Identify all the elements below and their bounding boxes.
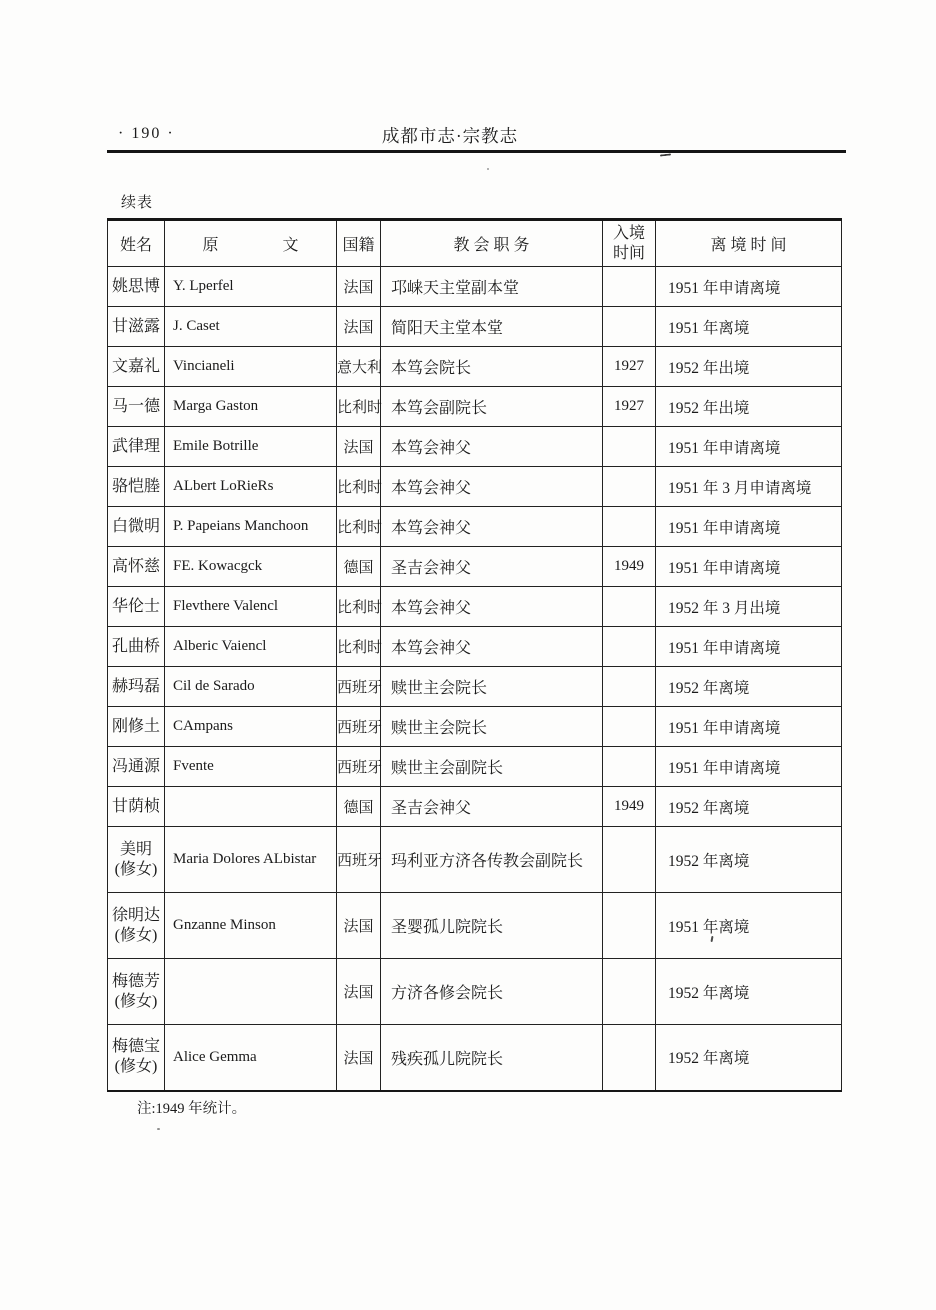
cell-departure-time: 1952 年离境 bbox=[656, 667, 842, 707]
cell-church-position: 本笃会神父 bbox=[381, 427, 603, 467]
cell-church-position: 简阳天主堂本堂 bbox=[381, 307, 603, 347]
cell-entry-time: 1927 bbox=[603, 387, 656, 427]
missionaries-table bbox=[107, 218, 842, 1092]
cell-nationality: 法国 bbox=[337, 893, 381, 959]
cell-name: 文嘉礼 bbox=[108, 347, 165, 387]
scan-artifact-speck bbox=[487, 168, 489, 170]
table-row bbox=[108, 667, 842, 707]
cell-departure-time: 1951 年申请离境 bbox=[656, 547, 842, 587]
cell-name: 梅德芳 (修女) bbox=[108, 959, 165, 1025]
cell-departure-time: 1951 年离境 bbox=[656, 307, 842, 347]
continued-table-label: 续表 bbox=[121, 195, 154, 211]
table-row bbox=[108, 827, 842, 893]
cell-entry-time bbox=[603, 707, 656, 747]
scan-artifact-speck bbox=[157, 1128, 160, 1130]
cell-name: 孔曲桥 bbox=[108, 627, 165, 667]
cell-departure-time: 1952 年出境 bbox=[656, 387, 842, 427]
cell-original-name: Flevthere Valencl bbox=[165, 587, 337, 627]
cell-church-position: 玛利亚方济各传教会副院长 bbox=[381, 827, 603, 893]
cell-departure-time: 1951 年申请离境 bbox=[656, 707, 842, 747]
table-row bbox=[108, 587, 842, 627]
cell-church-position: 残疾孤儿院院长 bbox=[381, 1025, 603, 1091]
header-name: 姓名 bbox=[108, 220, 165, 267]
cell-departure-time: 1951 年离境 bbox=[656, 893, 842, 959]
page-title: 成都市志·宗教志 bbox=[381, 126, 519, 146]
cell-departure-time: 1952 年离境 bbox=[656, 1025, 842, 1091]
cell-nationality: 法国 bbox=[337, 427, 381, 467]
cell-name: 高怀慈 bbox=[108, 547, 165, 587]
cell-departure-time: 1952 年出境 bbox=[656, 347, 842, 387]
cell-original-name: ALbert LoRieRs bbox=[165, 467, 337, 507]
header-rule bbox=[107, 150, 846, 153]
header-entry-line2: 时间 bbox=[612, 244, 645, 262]
table-row bbox=[108, 347, 842, 387]
cell-church-position: 圣吉会神父 bbox=[381, 547, 603, 587]
cell-nationality: 法国 bbox=[337, 959, 381, 1025]
cell-departure-time: 1951 年 3 月申请离境 bbox=[656, 467, 842, 507]
cell-entry-time bbox=[603, 1025, 656, 1091]
header-nationality: 国籍 bbox=[337, 220, 381, 267]
cell-original-name: Fvente bbox=[165, 747, 337, 787]
cell-name: 赫玛磊 bbox=[108, 667, 165, 707]
cell-original-name: Maria Dolores ALbistar bbox=[165, 827, 337, 893]
cell-entry-time bbox=[603, 667, 656, 707]
cell-nationality: 比利时 bbox=[337, 387, 381, 427]
cell-nationality: 比利时 bbox=[337, 507, 381, 547]
cell-name: 甘滋露 bbox=[108, 307, 165, 347]
cell-entry-time bbox=[603, 267, 656, 307]
cell-original-name: Gnzanne Minson bbox=[165, 893, 337, 959]
cell-church-position: 本笃会神父 bbox=[381, 627, 603, 667]
cell-departure-time: 1952 年离境 bbox=[656, 787, 842, 827]
cell-nationality: 比利时 bbox=[337, 467, 381, 507]
cell-name: 武律理 bbox=[108, 427, 165, 467]
page-number: · 190 · bbox=[118, 125, 175, 142]
cell-name: 徐明达 (修女) bbox=[108, 893, 165, 959]
table-row bbox=[108, 747, 842, 787]
cell-nationality: 意大利 bbox=[337, 347, 381, 387]
cell-original-name: Emile Botrille bbox=[165, 427, 337, 467]
cell-name: 马一德 bbox=[108, 387, 165, 427]
table-row bbox=[108, 547, 842, 587]
table-row bbox=[108, 627, 842, 667]
cell-church-position: 邛崃天主堂副本堂 bbox=[381, 267, 603, 307]
cell-entry-time bbox=[603, 747, 656, 787]
header-departure-time: 离 境 时 间 bbox=[656, 220, 842, 267]
cell-original-name bbox=[165, 959, 337, 1025]
cell-nationality: 西班牙 bbox=[337, 827, 381, 893]
cell-church-position: 本笃会副院长 bbox=[381, 387, 603, 427]
cell-nationality: 德国 bbox=[337, 787, 381, 827]
cell-nationality: 西班牙 bbox=[337, 707, 381, 747]
cell-entry-time bbox=[603, 893, 656, 959]
table-row bbox=[108, 267, 842, 307]
cell-departure-time: 1951 年申请离境 bbox=[656, 747, 842, 787]
cell-nationality: 法国 bbox=[337, 267, 381, 307]
cell-name: 姚思博 bbox=[108, 267, 165, 307]
cell-church-position: 赎世主会院长 bbox=[381, 667, 603, 707]
cell-original-name: J. Caset bbox=[165, 307, 337, 347]
table-row bbox=[108, 707, 842, 747]
scan-artifact-tilde bbox=[660, 153, 671, 156]
table-body bbox=[108, 267, 842, 1091]
cell-church-position: 圣吉会神父 bbox=[381, 787, 603, 827]
cell-nationality: 西班牙 bbox=[337, 667, 381, 707]
cell-original-name: Y. Lperfel bbox=[165, 267, 337, 307]
cell-original-name: FE. Kowacgck bbox=[165, 547, 337, 587]
cell-departure-time: 1952 年 3 月出境 bbox=[656, 587, 842, 627]
table-header bbox=[108, 220, 842, 267]
cell-name: 梅德宝 (修女) bbox=[108, 1025, 165, 1091]
table-row bbox=[108, 507, 842, 547]
table-row bbox=[108, 959, 842, 1025]
table-row bbox=[108, 1025, 842, 1091]
cell-church-position: 本笃会神父 bbox=[381, 587, 603, 627]
cell-original-name: Alberic Vaiencl bbox=[165, 627, 337, 667]
cell-church-position: 本笃会院长 bbox=[381, 347, 603, 387]
cell-departure-time: 1951 年申请离境 bbox=[656, 627, 842, 667]
cell-entry-time: 1949 bbox=[603, 787, 656, 827]
cell-entry-time bbox=[603, 827, 656, 893]
cell-departure-time: 1952 年离境 bbox=[656, 959, 842, 1025]
cell-departure-time: 1951 年申请离境 bbox=[656, 507, 842, 547]
cell-nationality: 法国 bbox=[337, 307, 381, 347]
cell-departure-time: 1952 年离境 bbox=[656, 827, 842, 893]
cell-church-position: 圣婴孤儿院院长 bbox=[381, 893, 603, 959]
cell-name: 美明 (修女) bbox=[108, 827, 165, 893]
header-original-name: 原 文 bbox=[165, 220, 337, 267]
cell-original-name: Cil de Sarado bbox=[165, 667, 337, 707]
header-church-position: 教 会 职 务 bbox=[381, 220, 603, 267]
cell-entry-time bbox=[603, 587, 656, 627]
cell-nationality: 比利时 bbox=[337, 627, 381, 667]
cell-entry-time bbox=[603, 427, 656, 467]
cell-church-position: 赎世主会院长 bbox=[381, 707, 603, 747]
cell-nationality: 比利时 bbox=[337, 587, 381, 627]
cell-name: 冯通源 bbox=[108, 747, 165, 787]
cell-original-name: Marga Gaston bbox=[165, 387, 337, 427]
cell-original-name: P. Papeians Manchoon bbox=[165, 507, 337, 547]
cell-name: 华伦士 bbox=[108, 587, 165, 627]
cell-church-position: 本笃会神父 bbox=[381, 467, 603, 507]
cell-nationality: 法国 bbox=[337, 1025, 381, 1091]
cell-entry-time: 1949 bbox=[603, 547, 656, 587]
cell-entry-time bbox=[603, 959, 656, 1025]
table-row bbox=[108, 387, 842, 427]
table-row bbox=[108, 307, 842, 347]
cell-nationality: 德国 bbox=[337, 547, 381, 587]
table-footnote: 注:1949 年统计。 bbox=[137, 1101, 247, 1117]
table-row bbox=[108, 787, 842, 827]
cell-name: 甘荫桢 bbox=[108, 787, 165, 827]
cell-original-name: Alice Gemma bbox=[165, 1025, 337, 1091]
cell-name: 骆恺塍 bbox=[108, 467, 165, 507]
cell-nationality: 西班牙 bbox=[337, 747, 381, 787]
cell-church-position: 本笃会神父 bbox=[381, 507, 603, 547]
cell-entry-time bbox=[603, 507, 656, 547]
header-entry-time bbox=[603, 220, 656, 267]
cell-church-position: 方济各修会院长 bbox=[381, 959, 603, 1025]
cell-name: 白微明 bbox=[108, 507, 165, 547]
cell-original-name: Vincianeli bbox=[165, 347, 337, 387]
cell-entry-time bbox=[603, 467, 656, 507]
cell-church-position: 赎世主会副院长 bbox=[381, 747, 603, 787]
cell-departure-time: 1951 年申请离境 bbox=[656, 427, 842, 467]
cell-original-name bbox=[165, 787, 337, 827]
cell-entry-time: 1927 bbox=[603, 347, 656, 387]
cell-entry-time bbox=[603, 627, 656, 667]
cell-original-name: CAmpans bbox=[165, 707, 337, 747]
cell-departure-time: 1951 年申请离境 bbox=[656, 267, 842, 307]
header-entry-line1: 入境 bbox=[612, 224, 645, 242]
table-row bbox=[108, 427, 842, 467]
cell-entry-time bbox=[603, 307, 656, 347]
table-row bbox=[108, 467, 842, 507]
cell-name: 刚修土 bbox=[108, 707, 165, 747]
table-row bbox=[108, 893, 842, 959]
